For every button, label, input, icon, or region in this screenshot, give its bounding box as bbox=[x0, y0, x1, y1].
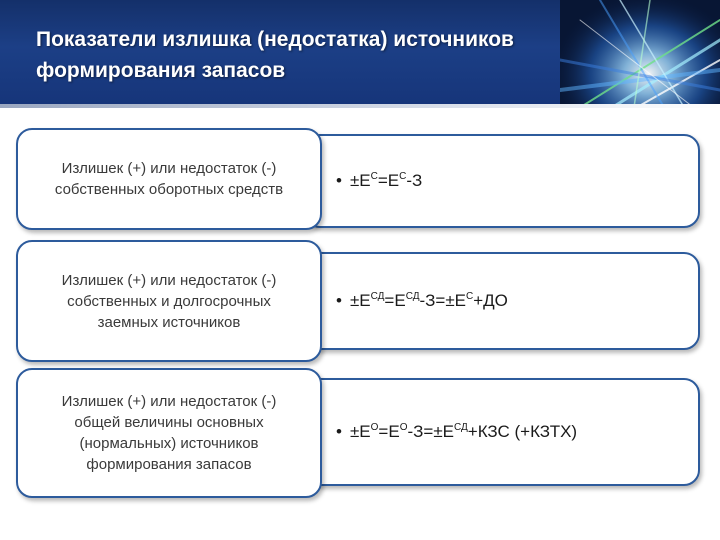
formula-term: -З=±Е bbox=[407, 422, 454, 441]
formula-expression bbox=[350, 291, 508, 310]
formula-term: =Е bbox=[378, 422, 400, 441]
formula-superscript: СД bbox=[454, 422, 468, 433]
formula-superscript: СД bbox=[370, 291, 385, 302]
header-divider bbox=[0, 104, 720, 108]
indicator-label bbox=[62, 391, 277, 475]
bullet-icon: • bbox=[336, 422, 342, 441]
slide-title-line: Показатели излишка (недостатка) источников bbox=[36, 28, 514, 51]
indicator-box-own-and-longterm bbox=[16, 240, 322, 362]
formula-term: +ДО bbox=[473, 291, 508, 310]
indicator-label-line: общей величины основных bbox=[74, 414, 264, 431]
formula-term: ±Е bbox=[349, 422, 371, 441]
formula-box-own-and-longterm bbox=[304, 252, 700, 350]
indicator-label-line: Излишек (+) или недостаток (-) bbox=[61, 271, 277, 289]
indicator-label bbox=[55, 158, 283, 200]
formula-box-own-working-capital bbox=[304, 134, 700, 228]
formula-superscript: О bbox=[399, 422, 408, 433]
indicator-label bbox=[62, 270, 277, 333]
formula-text bbox=[336, 422, 577, 442]
formula-superscript: С bbox=[399, 171, 407, 182]
formula-term: -З bbox=[406, 171, 423, 190]
indicator-label-line: собственных оборотных средств bbox=[54, 181, 284, 198]
formula-expression bbox=[350, 171, 422, 190]
formula-text bbox=[336, 291, 508, 311]
indicator-box-own-working-capital bbox=[16, 128, 322, 230]
indicator-label-line: Излишек (+) или недостаток (-) bbox=[61, 393, 277, 410]
formula-superscript: С bbox=[370, 171, 378, 182]
formula-superscript: О bbox=[370, 422, 379, 433]
indicator-box-total-sources bbox=[16, 368, 322, 498]
indicator-label-line: Излишек (+) или недостаток (-) bbox=[61, 160, 277, 177]
indicator-label-line: заемных источников bbox=[97, 313, 241, 331]
formula-term: -З=±Е bbox=[419, 291, 466, 310]
slide-title bbox=[36, 24, 596, 86]
formula-box-total-sources bbox=[304, 378, 700, 486]
formula-superscript: СД bbox=[405, 291, 420, 302]
formula-term: ±Е bbox=[349, 291, 371, 310]
formula-term: ±Е bbox=[349, 171, 371, 190]
bullet-icon: • bbox=[336, 291, 342, 310]
formula-expression bbox=[350, 422, 577, 441]
bullet-icon: • bbox=[336, 171, 342, 190]
formula-superscript: С bbox=[466, 291, 474, 302]
formula-text bbox=[336, 171, 422, 191]
indicator-label-line: (нормальных) источников bbox=[79, 435, 259, 452]
formula-term: =Е bbox=[377, 171, 400, 190]
formula-term: =Е bbox=[384, 291, 406, 310]
indicator-label-line: формирования запасов bbox=[86, 456, 252, 473]
indicator-label-line: собственных и долгосрочных bbox=[67, 292, 271, 310]
slide-title-line: формирования запасов bbox=[36, 59, 286, 82]
formula-term: +КЗС (+КЗТХ) bbox=[467, 422, 578, 441]
slide-header bbox=[0, 0, 720, 104]
